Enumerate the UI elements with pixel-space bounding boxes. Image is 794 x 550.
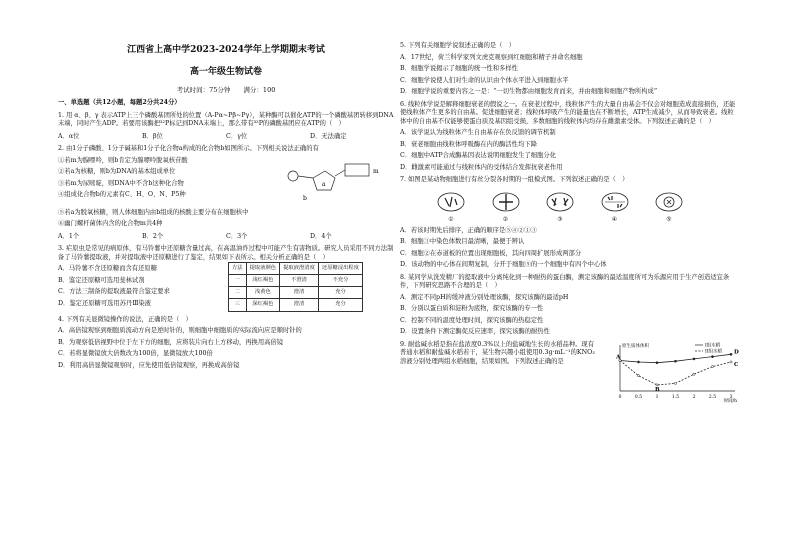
cell-figure — [648, 191, 690, 224]
data-point — [637, 374, 639, 376]
list-item: ②若a为核糖，则b为DNA的基本组成单位 — [58, 168, 176, 176]
option: C．细胞中ATP合成酶基因表达说明细胞发生了细胞分化 — [400, 152, 556, 159]
option: C．控制不同的温度处理时间，探究该酶的热稳定性 — [400, 316, 544, 324]
right-column — [400, 38, 740, 403]
table-cell: 充分 — [318, 287, 362, 299]
question-9 — [400, 341, 740, 403]
option: B．为观察低倍视野中位于左下方的细胞，应将装片向右上方移动，再换用高倍镜 — [58, 338, 284, 346]
question-6 — [400, 101, 740, 173]
list-item: ①若m为腺嘌呤，则b肯定为腺嘌呤脱氧核苷酸 — [58, 156, 188, 164]
cell-label: ④ — [611, 215, 618, 223]
data-point — [730, 361, 732, 363]
data-point — [711, 355, 713, 357]
q2-body — [58, 154, 394, 206]
x-axis-label: 时间/h — [723, 398, 737, 403]
option: B．2个 — [142, 232, 164, 240]
table-header: 提取液澄清度 — [280, 263, 319, 275]
label-m: m — [373, 167, 379, 175]
data-point — [674, 382, 676, 384]
table-cell: 一 — [229, 275, 247, 287]
option: D．该动物的中心体在间期复制，分开于细胞⑤的一个细胞中有四个中心体 — [400, 261, 607, 269]
option: B．衰老细胞由线粒体呼吸酶在内的酶活性均下降 — [400, 140, 537, 148]
exam-subtitle: 高一年级生物试卷 — [189, 67, 262, 78]
point-label: B — [655, 386, 660, 393]
option: B．β位 — [142, 132, 163, 140]
option: D．细胞学说的重要内容之一是：“一切生物都由细胞发育而来，并由细胞和细胞产物所构成” — [400, 88, 658, 95]
table-cell: 澄清 — [280, 287, 319, 299]
option: A．α位 — [58, 132, 80, 140]
option: A．17世纪，荷兰科学家列文虎克观察到红细胞和精子并命名细胞 — [400, 53, 583, 61]
question-8 — [400, 274, 740, 337]
x-tick-label: 3 — [729, 394, 733, 400]
left-column — [58, 0, 394, 370]
option: A．该学说认为线粒体产生自由基存在负反馈的调节机制 — [400, 129, 556, 136]
question-5 — [400, 42, 740, 97]
option: C．方法三制备的提取液最符合鉴定要求 — [58, 288, 170, 296]
option: C．若将显微镜放大倍数改为100倍，显微镜放大100倍 — [58, 350, 213, 358]
table-cell: 充分 — [318, 299, 362, 311]
option: C．细胞学说使人们对生命的认识由个体水平进入到细胞水平 — [400, 76, 569, 84]
question-stem: 6. 线粒体学说是解释细胞衰老的假说之一。在衰老过程中，线粒体产生的大量自由基会不仅会对细胞造成直接损伤，还能使线粒体产生更多的自由基。促进细胞衰老；线粒体呼吸产生的能量也在不断增长，ATP生成减少，从而导致衰老。线粒体中的自由基不仅能够使蛋白质及基因组受损，多数细胞的线粒体内均存在雌激素受体。下列叙述正确的是（ ） — [400, 100, 736, 125]
question-stem: 5. 下列有关细胞学说叙述正确的是（ ） — [400, 42, 516, 49]
question-3 — [58, 245, 394, 312]
data-point — [693, 358, 695, 360]
question-stem: 2. 由1分子磷酸、1分子碱基和1分子化合物a构成的化合物b如图所示。下列相关说法正确的有 — [58, 145, 319, 153]
question-4 — [58, 316, 394, 371]
mitosis-figure — [430, 191, 690, 224]
options-row — [58, 133, 394, 142]
option: A．高倍镜观察到细胞质流动方向是逆时针的，则细胞中细胞质的实际流向应是顺时针的 — [58, 327, 302, 335]
data-point — [730, 353, 732, 355]
table-cell: 深红褐色 — [246, 299, 280, 311]
table-row — [229, 299, 363, 311]
cell-figure — [594, 191, 636, 224]
data-point — [693, 373, 695, 375]
list-item: ⑤若a为脱氧核糖，则人体细胞内由b组成的核酸主要分布在细胞核中 — [58, 208, 249, 216]
option: B．鉴定还原糖可选用斐林试剂 — [58, 276, 145, 284]
data-point — [637, 361, 639, 363]
legend-label: I组水稻 — [705, 343, 721, 349]
option: A．1个 — [58, 232, 80, 240]
option: D．鉴定还原糖可选用苏丹Ⅲ染液 — [58, 299, 151, 307]
cell-figure — [539, 191, 581, 224]
section-heading: 一、单选题（共12小题，每题2分共24分） — [58, 99, 181, 107]
x-tick-label: 2 — [692, 394, 696, 400]
table-cell: 不澄清 — [280, 275, 319, 287]
option: B．分别以蛋白质和淀粉为底物，探究该酶的专一性 — [400, 305, 544, 313]
cell-figure — [485, 191, 527, 224]
cell-label: ① — [448, 215, 454, 223]
option: D．无法确定 — [310, 132, 347, 140]
table-row — [229, 287, 363, 299]
nucleotide-figure — [283, 156, 383, 206]
list-item: ③若m为尿嘧啶，则DNA中不含b这种化合物 — [58, 179, 184, 187]
question-stem: 7. 如图是某动物细胞进行有丝分裂各时期的一组模式图。下列叙述正确的是（ ） — [400, 176, 629, 183]
option: C．3个 — [226, 232, 248, 240]
question-stem: 9. 耐盐碱水稻是指在盐浓度0.3%以上的盐碱地生长的水稻品种。现有普通水稻和耐盐碱水稻若干，某生物兴趣小组使用0.3g·mL⁻¹的KNO₃溶液分别处理两组水稻细胞，结果如图。下列叙述正确的是 — [400, 340, 595, 365]
table-cell: 浅黄色 — [246, 287, 280, 299]
q3-table — [228, 262, 363, 312]
option: A．若该时期先后排序，正确的顺序是⑤④②①③ — [400, 226, 537, 234]
question-stem: 3. 疟原虫是常见的病原体，有马铃薯中还原糖含量过高，在高温油炸过程中可能产生有害物质。研究人员采用不同方法制备了马铃薯提取液，并对提取液中还原糖进行了鉴定，结果如下表所示。相关分析正确的是（ ） — [58, 245, 394, 261]
legend-label: II组水稻 — [705, 349, 723, 355]
table-cell: 三 — [229, 299, 247, 311]
q3-body — [58, 262, 394, 312]
list-item: ⑥幽门螺杆菌体内含的化合物m共4种 — [58, 220, 163, 228]
option: A．马铃薯不含还原糖而含有还原糖 — [58, 265, 158, 273]
cell-label: ⑤ — [666, 215, 672, 223]
data-point — [674, 360, 676, 362]
question-stem: 8. 某同学从洗发精厂的提取液中分离纯化到一种耐热的蛋白酶，测定该酶的最适温度所可为乐源应用于生产创造适宜条件，下列研究思路不合理的是（ ） — [400, 273, 730, 290]
list-item: ④组成化合物b的元素有C、H、O、N、P5种 — [58, 191, 186, 199]
cell-label: ② — [502, 215, 509, 223]
data-point — [656, 383, 658, 385]
label-a: a — [322, 180, 326, 188]
cell-figure — [430, 191, 472, 224]
option: B．细胞学说揭示了细胞的统一性和多样性 — [400, 65, 518, 72]
series-line — [620, 360, 731, 384]
options-row — [58, 233, 394, 242]
option: B．细胞③中染色体数目最清晰，最便于辨认 — [400, 238, 525, 246]
question-stem: 4. 下列有关显微镜操作的说法，正确的是（ ） — [58, 315, 192, 323]
question-1 — [58, 112, 394, 142]
option: D．雌激素可能通过与线粒体内的受体结合发挥抗衰老作用 — [400, 163, 563, 171]
table-header: 提取液颜色 — [246, 263, 280, 275]
x-tick-label: 1 — [655, 394, 659, 400]
point-label: A — [616, 354, 621, 361]
table-header: 方法 — [229, 263, 247, 275]
table-cell: 二 — [229, 287, 247, 299]
exam-meta: 考试时间：75分钟 满分：100 — [176, 86, 276, 95]
question-stem: 1. 用 α、β、γ 表示ATP上三个磷酸基团所处的位置（A-Pα~Pβ~Pγ），某种酶可以催化ATP的一个磷酸基团转移到DNA末端，同时产生ADP。若要用该酶把³²P标记到DNA末端上，那么带有³²P的磷酸基团应在ATP的（ ） — [58, 111, 394, 128]
y-axis-label: 原生质体体积 — [622, 343, 649, 349]
table-row — [229, 275, 363, 287]
x-tick-label: 1.5 — [671, 394, 680, 400]
table-cell: 浅红褐色 — [246, 275, 280, 287]
data-point — [656, 361, 658, 363]
table-header: 还原糖浸出程度 — [318, 263, 362, 275]
point-label: D — [734, 349, 739, 356]
q3-options — [58, 262, 228, 312]
question-7 — [400, 176, 740, 270]
x-tick-label: 0 — [618, 394, 622, 400]
q9-line-chart — [604, 341, 739, 403]
option: C．γ位 — [226, 132, 248, 140]
option: D．4个 — [310, 232, 332, 240]
table-cell: 澄清 — [280, 299, 319, 311]
option: D．利用高倍显微镜观察时，应先使用低倍镜观察，再换成高倍镜 — [58, 361, 240, 369]
x-tick-label: 0.5 — [634, 394, 643, 400]
label-b: b — [303, 194, 307, 202]
exam-title: 江西省上高中学2023-2024学年上学期期末考试 — [127, 45, 325, 55]
x-tick-label: 2.5 — [708, 394, 717, 400]
cell-label: ③ — [557, 215, 563, 223]
question-2 — [58, 145, 394, 241]
q2-items — [58, 154, 283, 206]
table-cell: 不充分 — [318, 275, 362, 287]
point-label: C — [734, 361, 739, 368]
data-point — [711, 365, 713, 367]
option: D．设置条件下测定酶促反应速率，探究该酶的耐热性 — [400, 328, 550, 336]
option: A．测定不同pH的缓冲液分别处理该酶，探究该酶的最适pH — [400, 293, 569, 301]
option: C．细胞②在赤道板的位置出现细胞板，其向四周扩展形成两部分 — [400, 249, 582, 257]
